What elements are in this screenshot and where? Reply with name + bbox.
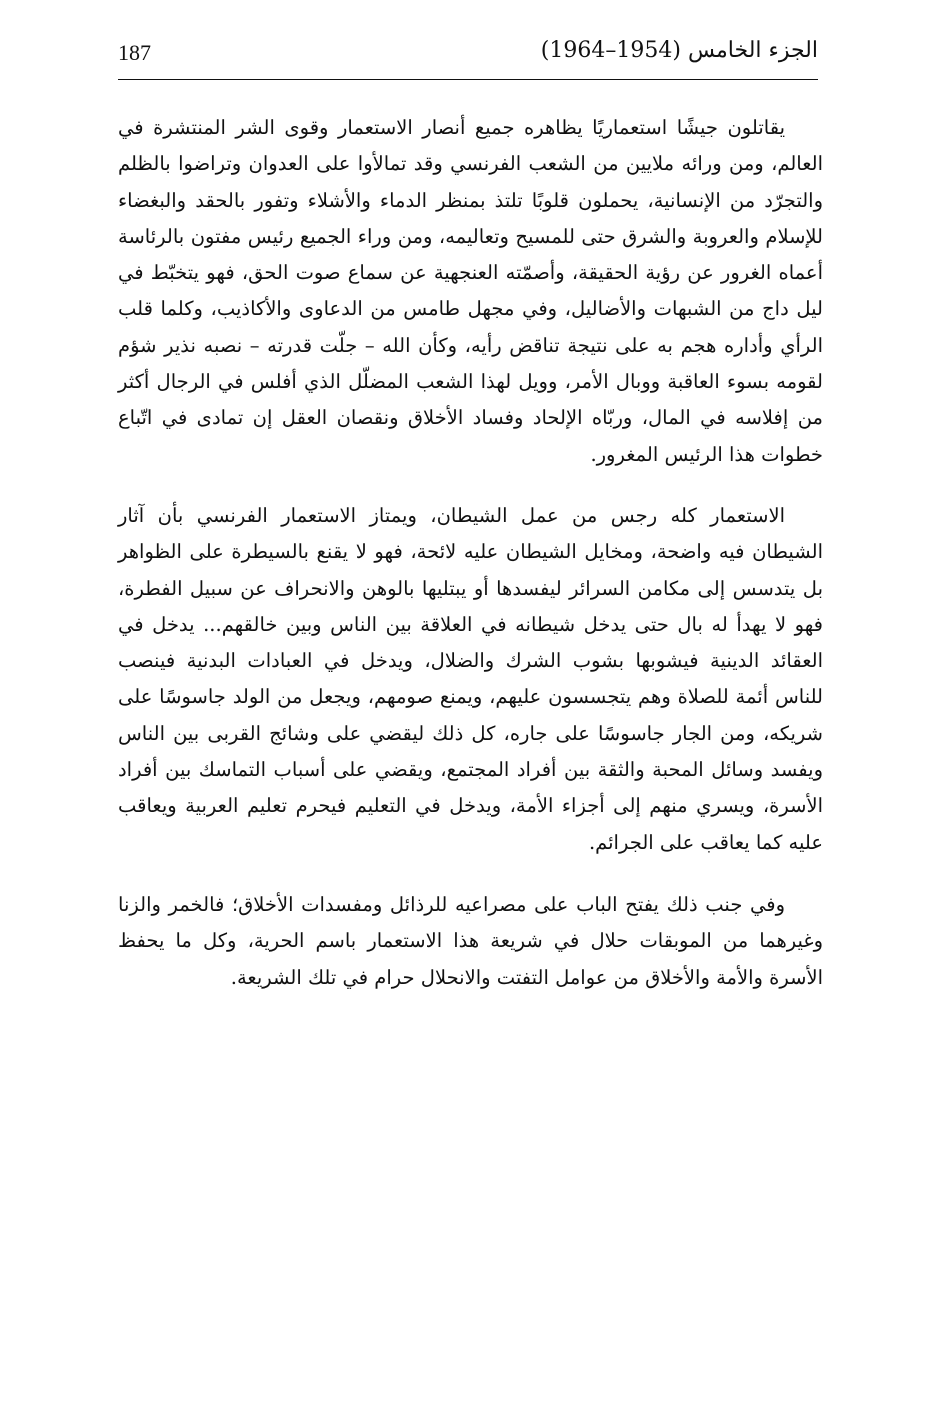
paragraph-3: وفي جنب ذلك يفتح الباب على مصراعيه للرذائل ومفسدات الأخلاق؛ فالخمر والزنا وغيرهما من الموبقات حلال في شريعة هذا الاستعمار باسم الحرية، وكل ما يحفظ الأسرة والأمة والأخلاق من عوامل التفتت والانحلال حرام في تلك الشريعة.	[118, 892, 823, 989]
paragraph-1: يقاتلون جيشًا استعماريًا يظاهره جميع أنصار الاستعمار وقوى الشر المنتشرة في العالم، ومن ورائه ملايين من الشعب الفرنسي وقد تمالأوا على العدوان وتراضوا بالظلم والتجرّد من الإنسانية، يحملون قلوبًا تلتذ بمنظر الدماء والأشلاء وتفور بالحقد والبغضاء للإسلام والعروبة والشرق حتى للمسيح وتعاليمه، ومن وراء الجميع رئيس مفتون بالرئاسة أعماه الغرور عن رؤية الحقيقة، وأصمّته العنجهية عن سماع صوت الحق، فهو يتخبّط في ليل داج من الشبهات والأضاليل، وفي مجهل طامس من الدعاوى والأكاذيب، وكلما قلب الرأي وأداره هجم به على نتيجة تناقض رأيه، وكأن الله – جلّت قدرته – نصبه نذير شؤم لقومه بسوء العاقبة ووبال الأمر، وويل لهذا الشعب المضلّل الذي أفلس في الرجال أكثر من إفلاسه في المال، وربّاه الإلحاد وفساد الأخلاق ونقصان العقل إن تمادى في اتّباع خطوات هذا الرئيس المغرور.	[118, 116, 823, 466]
header-divider	[118, 79, 818, 80]
page-number: 187	[118, 40, 151, 65]
body-text	[118, 110, 823, 996]
paragraph-2: الاستعمار كله رجس من عمل الشيطان، ويمتاز الاستعمار الفرنسي بأن آثار الشيطان فيه واضحة، ومخايل الشيطان عليه لائحة، فهو لا يقنع بالسيطرة على الظواهر بل يتدسس إلى مكامن السرائر ليفسدها أو يبتليها بالوهن والانحراف عن سبيل الفطرة، فهو لا يهدأ له بال حتى يدخل شيطانه في العلاقة بين الناس وبين خالقهم... يدخل في العقائد الدينية فيشوبها بشوب الشرك والضلال، ويدخل في العبادات البدنية فينصب للناس أئمة للصلاة وهم يتجسسون عليهم، ويمنع صومهم، ويجعل من الولد جاسوسًا على شريكه، ومن الجار جاسوسًا على جاره، كل ذلك ليقضي على وشائج القربى بين الناس ويفسد وسائل المحبة والثقة بين أفراد المجتمع، ويقضي على أسباب التماسك بين أفراد الأسرة، ويسري منهم إلى أجزاء الأمة، ويدخل في التعليم فيحرم تعليم العربية ويعاقب عليه كما يعاقب على الجرائم.	[118, 503, 823, 854]
running-head	[118, 34, 818, 74]
part-title: الجزء الخامس (1954–1964)	[540, 38, 818, 63]
